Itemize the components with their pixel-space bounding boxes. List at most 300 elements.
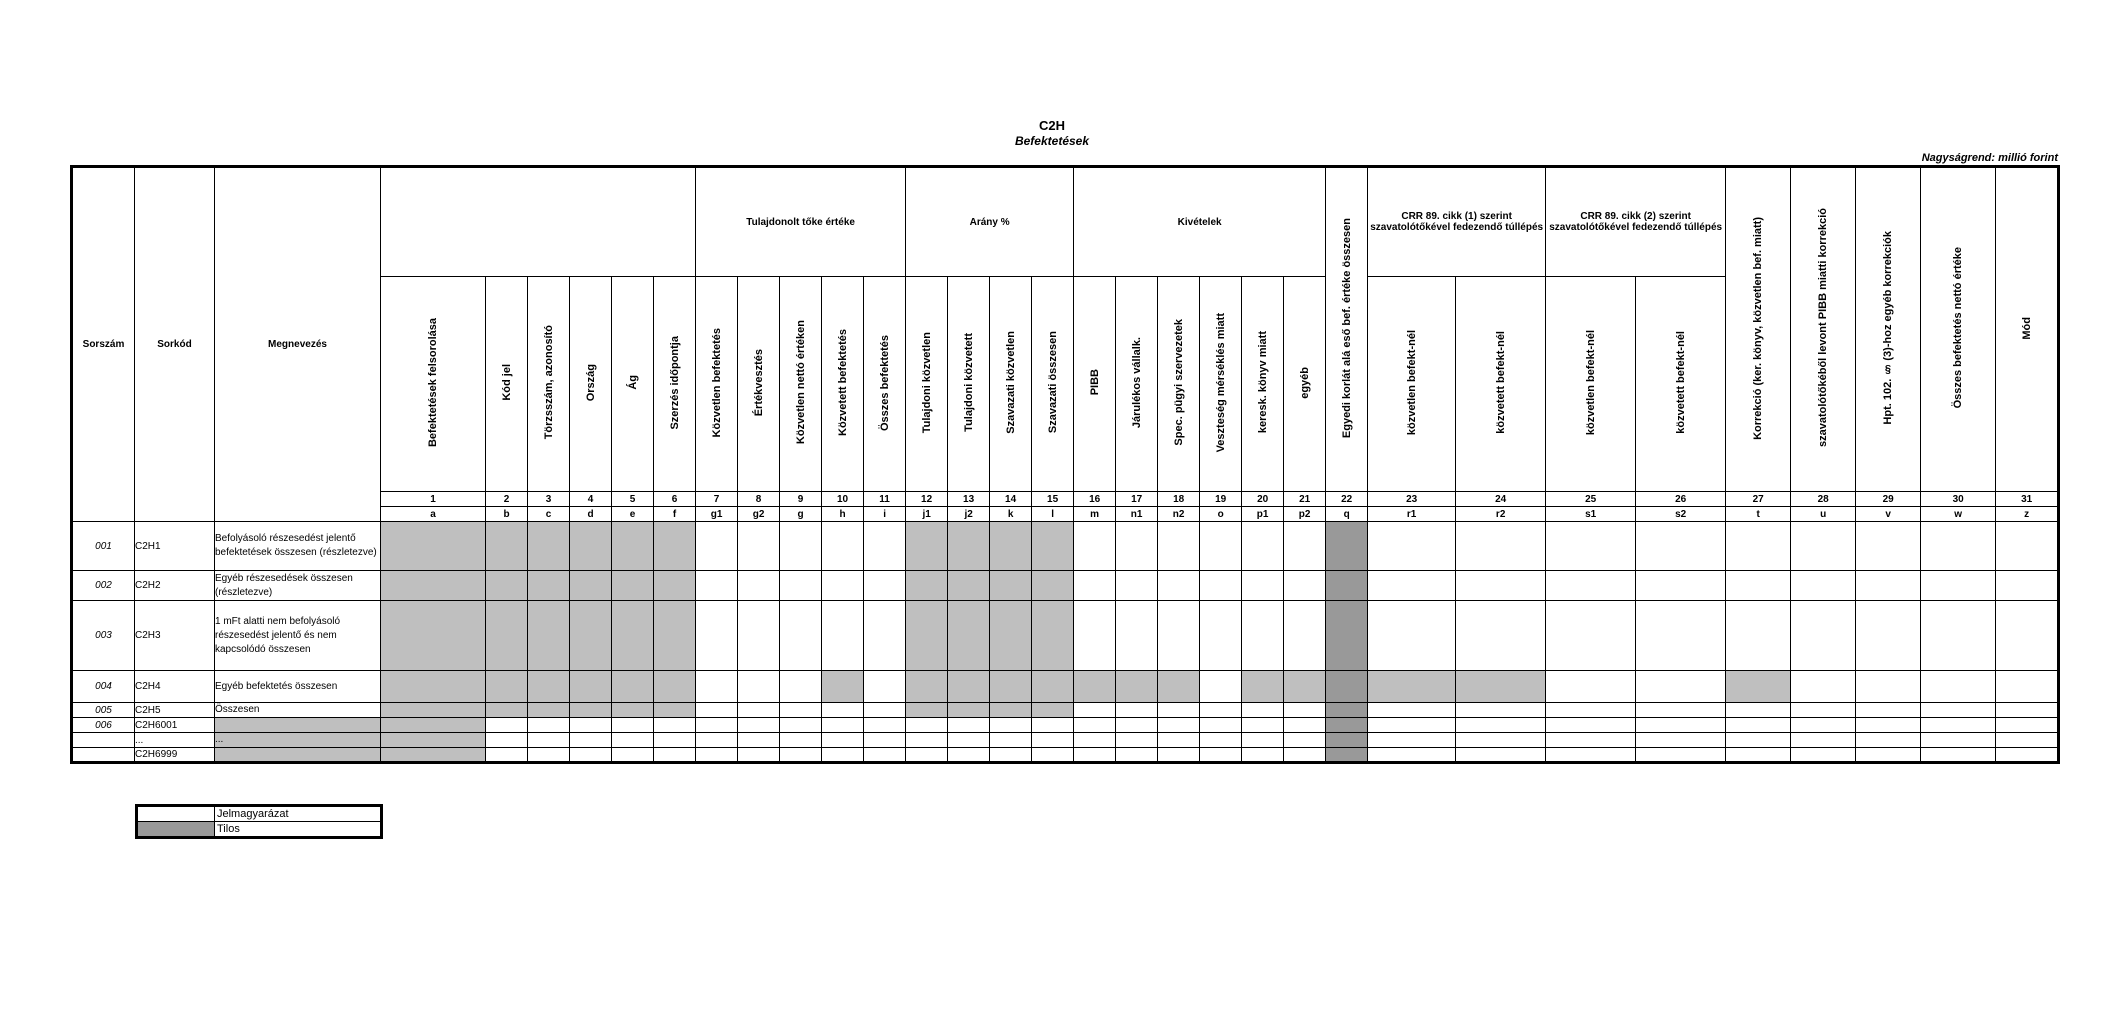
data-cell[interactable] [1368, 571, 1456, 601]
data-cell[interactable] [381, 671, 486, 703]
data-cell[interactable] [738, 703, 780, 718]
data-cell[interactable] [486, 671, 528, 703]
header-col-21 [1284, 277, 1326, 492]
data-cell[interactable] [1032, 748, 1074, 763]
data-cell[interactable] [780, 571, 822, 601]
data-cell[interactable] [780, 522, 822, 571]
data-cell[interactable] [1456, 601, 1546, 671]
data-cell[interactable] [1284, 748, 1326, 763]
header-group-tulajdonolt: Tulajdonolt tőke értéke [696, 167, 906, 277]
data-cell[interactable] [1921, 671, 1996, 703]
data-cell[interactable] [864, 522, 906, 571]
data-cell[interactable] [1996, 522, 2059, 571]
data-cell[interactable] [948, 703, 990, 718]
data-cell[interactable] [1242, 748, 1284, 763]
data-cell[interactable] [1284, 733, 1326, 748]
data-cell[interactable] [1158, 748, 1200, 763]
data-cell[interactable] [1546, 671, 1636, 703]
data-cell[interactable] [1726, 733, 1791, 748]
data-cell[interactable] [1032, 571, 1074, 601]
data-cell[interactable] [864, 703, 906, 718]
data-cell[interactable] [528, 522, 570, 571]
data-cell[interactable] [1456, 733, 1546, 748]
data-cell[interactable] [738, 733, 780, 748]
data-cell[interactable] [528, 571, 570, 601]
data-cell[interactable] [1636, 571, 1726, 601]
data-cell[interactable] [948, 522, 990, 571]
data-cell[interactable] [1116, 601, 1158, 671]
data-cell[interactable] [1032, 671, 1074, 703]
data-cell[interactable] [822, 703, 864, 718]
header-group-arany: Arány % [906, 167, 1074, 277]
data-cell[interactable] [1456, 718, 1546, 733]
data-cell[interactable] [696, 718, 738, 733]
data-cell[interactable] [654, 748, 696, 763]
data-cell[interactable] [1546, 522, 1636, 571]
data-cell[interactable] [1200, 601, 1242, 671]
data-cell[interactable] [906, 522, 948, 571]
data-cell[interactable] [990, 703, 1032, 718]
data-cell[interactable] [1116, 571, 1158, 601]
data-cell[interactable] [864, 601, 906, 671]
data-cell[interactable] [1546, 601, 1636, 671]
col-number: 9 [780, 492, 822, 507]
data-cell[interactable] [1921, 522, 1996, 571]
data-cell[interactable] [1636, 671, 1726, 703]
data-cell[interactable] [1284, 522, 1326, 571]
data-cell[interactable] [570, 671, 612, 703]
data-cell[interactable] [1326, 718, 1368, 733]
data-cell[interactable] [654, 601, 696, 671]
data-cell[interactable] [822, 571, 864, 601]
data-cell[interactable] [1242, 733, 1284, 748]
data-cell[interactable] [654, 671, 696, 703]
data-cell[interactable] [696, 522, 738, 571]
data-cell[interactable] [1200, 671, 1242, 703]
data-cell[interactable] [612, 601, 654, 671]
col-code: t [1726, 507, 1791, 522]
data-cell[interactable] [1242, 718, 1284, 733]
data-cell[interactable] [1116, 522, 1158, 571]
data-cell[interactable] [1368, 733, 1456, 748]
data-cell[interactable] [948, 748, 990, 763]
data-cell[interactable] [738, 718, 780, 733]
data-cell[interactable] [1074, 671, 1116, 703]
data-cell[interactable] [381, 733, 486, 748]
row-sorkod: C2H5 [135, 703, 215, 718]
data-cell[interactable] [1032, 733, 1074, 748]
data-cell[interactable] [906, 571, 948, 601]
data-cell[interactable] [1368, 703, 1456, 718]
data-cell[interactable] [1456, 748, 1546, 763]
data-cell[interactable] [1996, 733, 2059, 748]
data-cell[interactable] [1791, 703, 1856, 718]
data-cell[interactable] [1158, 718, 1200, 733]
data-cell[interactable] [1326, 601, 1368, 671]
data-cell[interactable] [1636, 718, 1726, 733]
header-col-15-label: Szavazati összesen [1046, 331, 1059, 434]
table-row [72, 748, 2059, 763]
data-cell[interactable] [1636, 748, 1726, 763]
data-cell[interactable] [738, 601, 780, 671]
col-number: 5 [612, 492, 654, 507]
col-code: e [612, 507, 654, 522]
data-cell[interactable] [570, 733, 612, 748]
data-cell[interactable] [1996, 748, 2059, 763]
data-cell[interactable] [780, 601, 822, 671]
header-col-7-label: Közvetlen befektetés [710, 327, 723, 438]
data-cell[interactable] [990, 733, 1032, 748]
data-cell[interactable] [1856, 703, 1921, 718]
data-cell[interactable] [1726, 601, 1791, 671]
data-cell[interactable] [1368, 748, 1456, 763]
data-cell[interactable] [1032, 522, 1074, 571]
data-cell[interactable] [1791, 718, 1856, 733]
data-cell[interactable] [990, 601, 1032, 671]
data-cell[interactable] [738, 571, 780, 601]
data-cell[interactable] [1242, 522, 1284, 571]
col-number: 16 [1074, 492, 1116, 507]
data-cell[interactable] [1074, 601, 1116, 671]
col-number: 7 [696, 492, 738, 507]
data-cell[interactable] [1032, 703, 1074, 718]
header-col-24-label: közvetett befekt-nél [1494, 331, 1507, 434]
data-cell[interactable] [381, 718, 486, 733]
data-cell[interactable] [1791, 522, 1856, 571]
data-cell[interactable] [1726, 703, 1791, 718]
data-cell[interactable] [1074, 718, 1116, 733]
data-cell[interactable] [822, 601, 864, 671]
data-cell[interactable] [1996, 703, 2059, 718]
data-cell[interactable] [780, 718, 822, 733]
data-cell[interactable] [486, 733, 528, 748]
data-cell[interactable] [1200, 733, 1242, 748]
data-cell[interactable] [822, 671, 864, 703]
data-cell[interactable] [948, 733, 990, 748]
data-cell[interactable] [528, 718, 570, 733]
data-cell[interactable] [1636, 703, 1726, 718]
data-cell[interactable] [780, 703, 822, 718]
data-cell[interactable] [1032, 601, 1074, 671]
row-megnevezes: 1 mFt alatti nem befolyásoló részesedést jelentő és nem kapcsolódó összesen [215, 601, 381, 671]
data-cell[interactable] [1546, 718, 1636, 733]
col-code: a [381, 507, 486, 522]
col-number: 21 [1284, 492, 1326, 507]
col-code: g2 [738, 507, 780, 522]
data-cell[interactable] [1368, 522, 1456, 571]
data-cell[interactable] [654, 733, 696, 748]
col-code: f [654, 507, 696, 522]
data-cell[interactable] [1116, 748, 1158, 763]
data-cell[interactable] [1456, 522, 1546, 571]
data-cell[interactable] [906, 748, 948, 763]
data-cell[interactable] [1856, 718, 1921, 733]
header-col-15 [1032, 277, 1074, 492]
data-cell[interactable] [1158, 571, 1200, 601]
data-cell[interactable] [1200, 703, 1242, 718]
data-cell[interactable] [864, 571, 906, 601]
col-number: 22 [1326, 492, 1368, 507]
row-megnevezes [215, 748, 381, 763]
row-sorszam: 002 [72, 571, 135, 601]
data-cell[interactable] [1200, 571, 1242, 601]
data-cell[interactable] [486, 522, 528, 571]
data-cell[interactable] [1074, 703, 1116, 718]
data-cell[interactable] [1921, 571, 1996, 601]
data-cell[interactable] [1546, 703, 1636, 718]
header-col-3 [528, 277, 570, 492]
data-cell[interactable] [612, 748, 654, 763]
data-cell[interactable] [780, 733, 822, 748]
data-cell[interactable] [570, 522, 612, 571]
data-cell[interactable] [948, 571, 990, 601]
data-cell[interactable] [1326, 733, 1368, 748]
data-cell[interactable] [864, 671, 906, 703]
data-cell[interactable] [1791, 601, 1856, 671]
data-cell[interactable] [1242, 601, 1284, 671]
data-cell[interactable] [1074, 733, 1116, 748]
data-cell[interactable] [570, 703, 612, 718]
data-cell[interactable] [1726, 522, 1791, 571]
data-cell[interactable] [1791, 671, 1856, 703]
data-cell[interactable] [1456, 571, 1546, 601]
data-cell[interactable] [696, 748, 738, 763]
data-cell[interactable] [1074, 571, 1116, 601]
data-cell[interactable] [1856, 671, 1921, 703]
data-cell[interactable] [528, 733, 570, 748]
data-cell[interactable] [1158, 703, 1200, 718]
data-cell[interactable] [1921, 601, 1996, 671]
data-cell[interactable] [948, 718, 990, 733]
data-cell[interactable] [570, 601, 612, 671]
data-cell[interactable] [822, 733, 864, 748]
data-cell[interactable] [1856, 748, 1921, 763]
data-cell[interactable] [696, 671, 738, 703]
header-col-11 [864, 277, 906, 492]
col-number: 2 [486, 492, 528, 507]
data-cell[interactable] [1326, 571, 1368, 601]
data-cell[interactable] [822, 718, 864, 733]
data-cell[interactable] [1032, 718, 1074, 733]
data-cell[interactable] [654, 703, 696, 718]
data-cell[interactable] [738, 748, 780, 763]
data-cell[interactable] [696, 733, 738, 748]
data-cell[interactable] [381, 748, 486, 763]
data-cell[interactable] [1856, 571, 1921, 601]
data-cell[interactable] [381, 703, 486, 718]
header-col-19 [1200, 277, 1242, 492]
data-cell[interactable] [1368, 671, 1456, 703]
data-cell[interactable] [1456, 671, 1546, 703]
data-cell[interactable] [486, 748, 528, 763]
data-cell[interactable] [612, 571, 654, 601]
data-cell[interactable] [1284, 571, 1326, 601]
data-cell[interactable] [381, 571, 486, 601]
data-cell[interactable] [1242, 671, 1284, 703]
header-col-10 [822, 277, 864, 492]
row-sorszam [72, 733, 135, 748]
data-cell[interactable] [990, 671, 1032, 703]
data-cell[interactable] [1368, 601, 1456, 671]
data-cell[interactable] [1200, 522, 1242, 571]
data-cell[interactable] [1921, 703, 1996, 718]
data-cell[interactable] [1791, 748, 1856, 763]
header-col-22 [1326, 167, 1368, 492]
data-cell[interactable] [1921, 733, 1996, 748]
row-sorkod: C2H2 [135, 571, 215, 601]
data-cell[interactable] [948, 671, 990, 703]
col-number: 10 [822, 492, 864, 507]
data-cell[interactable] [1456, 703, 1546, 718]
data-cell[interactable] [1326, 703, 1368, 718]
data-cell[interactable] [570, 571, 612, 601]
data-cell[interactable] [1921, 748, 1996, 763]
data-cell[interactable] [906, 671, 948, 703]
data-cell[interactable] [1158, 671, 1200, 703]
data-cell[interactable] [1326, 671, 1368, 703]
data-cell[interactable] [486, 571, 528, 601]
row-megnevezes: Egyéb befektetés összesen [215, 671, 381, 703]
data-cell[interactable] [381, 522, 486, 571]
data-cell[interactable] [1791, 571, 1856, 601]
data-cell[interactable] [654, 571, 696, 601]
data-cell[interactable] [1242, 571, 1284, 601]
data-cell[interactable] [864, 748, 906, 763]
col-number: 15 [1032, 492, 1074, 507]
data-cell[interactable] [990, 718, 1032, 733]
data-cell[interactable] [738, 671, 780, 703]
header-col-14-label: Szavazati közvetlen [1004, 331, 1017, 434]
data-cell[interactable] [948, 601, 990, 671]
data-cell[interactable] [1074, 522, 1116, 571]
data-cell[interactable] [906, 733, 948, 748]
col-code: h [822, 507, 864, 522]
data-cell[interactable] [381, 601, 486, 671]
col-code: q [1326, 507, 1368, 522]
data-cell[interactable] [1158, 522, 1200, 571]
data-cell[interactable] [1726, 671, 1791, 703]
data-cell[interactable] [1996, 671, 2059, 703]
data-cell[interactable] [486, 718, 528, 733]
data-cell[interactable] [864, 718, 906, 733]
data-cell[interactable] [612, 718, 654, 733]
data-cell[interactable] [612, 671, 654, 703]
data-cell[interactable] [1200, 748, 1242, 763]
data-cell[interactable] [1326, 748, 1368, 763]
data-cell[interactable] [1284, 601, 1326, 671]
table-row [72, 703, 2059, 718]
data-cell[interactable] [1200, 718, 1242, 733]
data-cell[interactable] [1636, 733, 1726, 748]
data-cell[interactable] [1158, 601, 1200, 671]
data-cell[interactable] [654, 522, 696, 571]
data-cell[interactable] [1726, 571, 1791, 601]
data-cell[interactable] [528, 703, 570, 718]
data-cell[interactable] [528, 748, 570, 763]
data-cell[interactable] [906, 601, 948, 671]
data-cell[interactable] [1284, 671, 1326, 703]
header-col-26-label: közvetett befekt-nél [1674, 331, 1687, 434]
data-cell[interactable] [738, 522, 780, 571]
data-cell[interactable] [822, 748, 864, 763]
data-cell[interactable] [696, 601, 738, 671]
data-cell[interactable] [612, 522, 654, 571]
data-cell[interactable] [990, 522, 1032, 571]
table-row [72, 733, 2059, 748]
data-cell[interactable] [612, 703, 654, 718]
data-cell[interactable] [1996, 601, 2059, 671]
data-cell[interactable] [612, 733, 654, 748]
row-megnevezes: Egyéb részesedések összesen (részletezve) [215, 571, 381, 601]
data-cell[interactable] [780, 748, 822, 763]
data-cell[interactable] [570, 748, 612, 763]
data-cell[interactable] [528, 601, 570, 671]
data-cell[interactable] [1856, 733, 1921, 748]
data-cell[interactable] [486, 703, 528, 718]
data-cell[interactable] [1158, 733, 1200, 748]
data-cell[interactable] [1116, 671, 1158, 703]
data-cell[interactable] [1726, 718, 1791, 733]
data-cell[interactable] [1546, 571, 1636, 601]
data-cell[interactable] [906, 703, 948, 718]
data-cell[interactable] [1996, 718, 2059, 733]
data-cell[interactable] [864, 733, 906, 748]
data-cell[interactable] [1996, 571, 2059, 601]
data-cell[interactable] [570, 718, 612, 733]
data-cell[interactable] [1726, 748, 1791, 763]
data-cell[interactable] [780, 671, 822, 703]
data-cell[interactable] [1636, 601, 1726, 671]
data-cell[interactable] [1546, 733, 1636, 748]
data-cell[interactable] [1116, 718, 1158, 733]
data-cell[interactable] [696, 703, 738, 718]
data-cell[interactable] [1368, 718, 1456, 733]
data-cell[interactable] [1636, 522, 1726, 571]
data-cell[interactable] [1791, 733, 1856, 748]
data-cell[interactable] [822, 522, 864, 571]
data-cell[interactable] [1074, 748, 1116, 763]
data-cell[interactable] [654, 718, 696, 733]
col-number: 1 [381, 492, 486, 507]
header-col-31-label: Mód [2020, 316, 2033, 340]
header-col-28 [1791, 167, 1856, 492]
header-col-1 [381, 277, 486, 492]
data-cell[interactable] [1116, 733, 1158, 748]
col-number: 31 [1996, 492, 2059, 507]
data-cell[interactable] [906, 718, 948, 733]
data-cell[interactable] [1856, 601, 1921, 671]
data-cell[interactable] [1921, 718, 1996, 733]
data-cell[interactable] [1284, 703, 1326, 718]
data-cell[interactable] [528, 671, 570, 703]
data-cell[interactable] [1856, 522, 1921, 571]
data-cell[interactable] [1116, 703, 1158, 718]
legend-swatch-empty [137, 806, 215, 822]
col-code: p1 [1242, 507, 1284, 522]
col-code: z [1996, 507, 2059, 522]
data-cell[interactable] [990, 571, 1032, 601]
header-col-21-label: egyéb [1298, 366, 1311, 399]
data-cell[interactable] [1326, 522, 1368, 571]
legend-tiltos: Tilos [215, 822, 382, 838]
header-col-17-label: Járulékos vállalk. [1130, 336, 1143, 429]
data-cell[interactable] [1242, 703, 1284, 718]
data-cell[interactable] [696, 571, 738, 601]
data-cell[interactable] [1546, 748, 1636, 763]
data-cell[interactable] [990, 748, 1032, 763]
data-cell[interactable] [486, 601, 528, 671]
data-cell[interactable] [1284, 718, 1326, 733]
